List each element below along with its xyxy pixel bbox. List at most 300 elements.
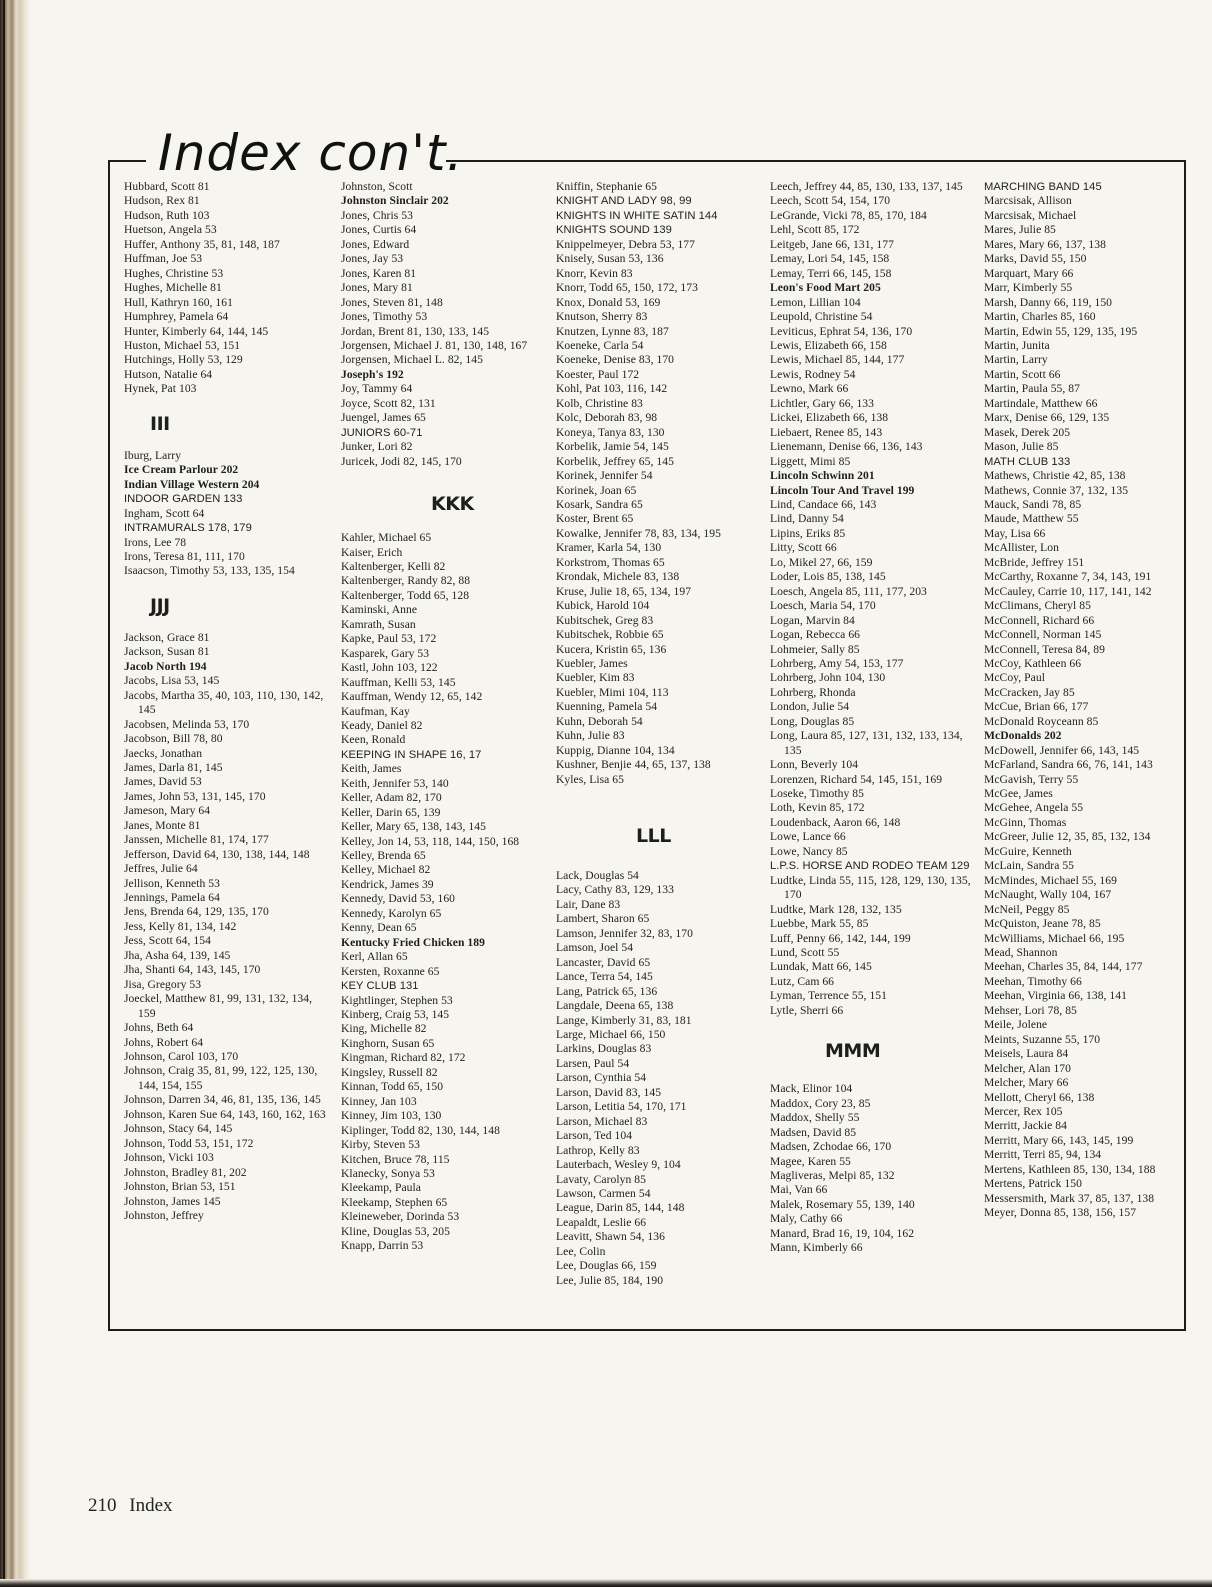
index-entry: Keith, Jennifer 53, 140 [341,776,449,790]
index-entry: Marx, Denise 66, 129, 135 [984,411,1110,425]
book-binding-edge [0,0,30,1587]
index-entry: James, David 53 [124,775,202,789]
index-entry: Kuhn, Deborah 54 [556,714,643,728]
index-entry: Lienemann, Denise 66, 136, 143 [770,440,923,454]
page-number: 210 [88,1495,117,1516]
index-entry: Jaecks, Jonathan [124,746,203,760]
index-entry: Iburg, Larry [124,448,182,462]
index-entry: Kaltenberger, Kelli 82 [341,559,446,573]
index-entry: Korinek, Joan 65 [556,483,637,497]
index-entry: Meisels, Laura 84 [984,1047,1069,1061]
activity-entry: MATH CLUB 133 [984,455,1071,468]
index-entry: McConnell, Richard 66 [984,613,1095,627]
sponsor-entry: McDonalds 202 [984,729,1062,743]
index-entry: Mathews, Connie 37, 132, 135 [984,483,1129,497]
index-entry: Jorgensen, Michael J. 81, 130, 148, 167 [341,338,528,352]
index-entry: Jones, Edward [341,237,410,251]
index-entry: Kuppig, Dianne 104, 134 [556,743,675,757]
index-entry: Kleekamp, Paula [341,1181,421,1195]
index-entry: Johnston, James 145 [124,1194,221,1208]
index-entry: Jisa, Gregory 53 [124,977,202,991]
index-entry: Martin, Larry [984,353,1048,367]
sponsor-entry: Johnston Sinclair 202 [341,194,449,208]
index-entry: Kaiser, Erich [341,545,403,559]
index-entry: Larkins, Douglas 83 [556,1042,652,1056]
sponsor-entry: Joseph's 192 [341,367,404,381]
index-entry: McAllister, Lon [984,541,1059,555]
index-entry: McLain, Sandra 55 [984,859,1075,873]
index-entry: Messersmith, Mark 37, 85, 137, 138 [984,1191,1155,1205]
index-entry: Liebaert, Renee 85, 143 [770,425,883,439]
index-entry: Melcher, Mary 66 [984,1076,1069,1090]
index-entry: Martindale, Matthew 66 [984,396,1098,410]
index-column-2 [341,180,546,1254]
index-entry: Lacy, Cathy 83, 129, 133 [556,883,674,897]
index-entry: Klanecky, Sonya 53 [341,1167,435,1180]
activity-entry: JUNIORS 60-71 [341,426,423,439]
index-entry: Ludtke, Mark 128, 132, 135 [770,902,902,916]
index-entry: Lind, Danny 54 [770,512,844,526]
index-entry: Mead, Shannon [984,946,1058,960]
index-entry: Keller, Mary 65, 138, 143, 145 [341,820,486,834]
index-entry: Mann, Kimberly 66 [770,1241,863,1255]
index-entry: Huetson, Angela 53 [124,223,217,237]
index-entry: Jones, Steven 81, 148 [341,295,443,309]
index-entry: Kubick, Harold 104 [556,599,650,613]
index-entry: Leitgeb, Jane 66, 131, 177 [770,237,894,251]
index-entry: Mathews, Christie 42, 85, 138 [984,469,1126,483]
index-entry: Knorr, Kevin 83 [556,266,633,280]
index-entry: Lewis, Rodney 54 [770,367,856,381]
index-entry: London, Julie 54 [770,700,850,714]
index-entry: Kastl, John 103, 122 [341,661,438,675]
index-entry: Mares, Mary 66, 137, 138 [984,237,1106,251]
index-entry: McCue, Brian 66, 177 [984,700,1089,714]
index-entry: Hughes, Michelle 81 [124,281,222,295]
index-entry: Kinney, Jim 103, 130 [341,1109,442,1123]
index-entry: Martin, Paula 55, 87 [984,382,1080,396]
index-entry: Kosark, Sandra 65 [556,497,643,511]
index-entry: Kuebler, Kim 83 [556,671,635,685]
index-entry: Madsen, David 85 [770,1125,857,1139]
index-entry: Johnston, Brian 53, 151 [124,1180,236,1194]
index-entry: Jorgensen, Michael L. 82, 145 [341,353,483,367]
index-entry: Johnson, Todd 53, 151, 172 [124,1136,254,1150]
index-entry: Lee, Colin [556,1244,606,1258]
index-entry: Large, Michael 66, 150 [556,1028,666,1042]
index-entry: Kolb, Christine 83 [556,396,643,410]
index-entry: James, John 53, 131, 145, 170 [124,789,266,803]
index-entry: McNeil, Peggy 85 [984,902,1070,916]
index-entry: Martin, Edwin 55, 129, 135, 195 [984,324,1138,338]
index-entry: Maddox, Shelly 55 [770,1111,860,1125]
index-entry: Korinek, Jennifer 54 [556,469,653,483]
index-entry: Kyles, Lisa 65 [556,772,624,786]
index-entry: Mai, Van 66 [770,1183,828,1197]
index-entry: Koester, Paul 172 [556,367,640,381]
index-entry: Koeneke, Denise 83, 170 [556,353,675,367]
index-entry: McDonald Royceann 85 [984,714,1099,728]
page-title: Index con't. [158,124,464,182]
index-entry: Luff, Penny 66, 142, 144, 199 [770,931,911,945]
index-entry: Lonn, Beverly 104 [770,758,859,772]
index-entry: Johnston, Jeffrey [124,1209,204,1222]
index-entry: McMindes, Michael 55, 169 [984,873,1117,887]
index-entry: Kubitschek, Robbie 65 [556,628,664,642]
section-letter-heading: JJJ [150,594,170,617]
index-entry: Lee, Douglas 66, 159 [556,1259,657,1273]
section-letter-heading: III [150,412,170,435]
index-entry: Lavaty, Carolyn 85 [556,1172,646,1186]
index-entry: Mauck, Sandi 78, 85 [984,497,1082,511]
index-entry: Kuhn, Julie 83 [556,729,625,743]
index-entry: Lohrberg, Rhonda [770,685,856,699]
index-entry: Keady, Daniel 82 [341,718,423,732]
index-entry: McGuire, Kenneth [984,844,1072,858]
index-entry: Lowe, Nancy 85 [770,844,848,858]
index-entry: Jha, Shanti 64, 143, 145, 170 [124,963,261,977]
index-entry: Liggett, Mimi 85 [770,454,851,468]
index-entry: Leech, Scott 54, 154, 170 [770,194,891,208]
index-entry: Magliveras, Melpi 85, 132 [770,1169,895,1182]
index-entry: Kramer, Karla 54, 130 [556,541,662,555]
index-entry: Hutchings, Holly 53, 129 [124,353,243,367]
sponsor-entry: Lincoln Schwinn 201 [770,469,875,483]
index-entry: Lancaster, David 65 [556,955,651,969]
index-entry: Kucera, Kristin 65, 136 [556,642,667,656]
index-entry: Irons, Lee 78 [124,535,187,549]
index-entry: Kuebler, Mimi 104, 113 [556,685,669,699]
index-entry: League, Darin 85, 144, 148 [556,1201,685,1215]
index-entry: Maddox, Cory 23, 85 [770,1096,871,1110]
index-entry: Loth, Kevin 85, 172 [770,801,865,815]
index-entry: Jess, Kelly 81, 134, 142 [124,919,237,933]
index-entry: Junker, Lori 82 [341,440,413,454]
index-entry: Korbelik, Jeffrey 65, 145 [556,454,674,468]
index-entry: Lickei, Elizabeth 66, 138 [770,411,889,425]
index-entry: Jacobs, Lisa 53, 145 [124,674,220,688]
index-entry: Jackson, Grace 81 [124,630,210,644]
index-entry: Lauterbach, Wesley 9, 104 [556,1158,681,1172]
index-entry: Lack, Douglas 54 [556,869,639,883]
activity-entry: KEY CLUB 131 [341,980,419,993]
index-entry: Magee, Karen 55 [770,1154,851,1168]
index-entry: Mares, Julie 85 [984,223,1056,237]
index-entry: Langdale, Deena 65, 138 [556,999,674,1013]
index-entry: Knapp, Darrin 53 [341,1239,424,1253]
index-entry: Jellison, Kenneth 53 [124,876,220,890]
section-letter-heading: MMM [825,1040,881,1063]
index-entry: Hynek, Pat 103 [124,382,197,396]
index-entry: Kniffin, Stephanie 65 [556,180,657,193]
index-entry: Loesch, Angela 85, 111, 177, 203 [770,584,927,598]
index-entry: Johnson, Stacy 64, 145 [124,1122,233,1136]
index-entry: Malek, Rosemary 55, 139, 140 [770,1197,915,1211]
index-entry: Lutz, Cam 66 [770,974,835,988]
index-entry: Martin, Scott 66 [984,367,1061,381]
index-entry: Kahler, Michael 65 [341,531,432,545]
index-entry: Logan, Rebecca 66 [770,628,861,642]
index-entry: Lemay, Lori 54, 145, 158 [770,252,890,266]
sponsor-entry: Jacob North 194 [124,659,207,673]
index-entry: Kingman, Richard 82, 172 [341,1051,466,1065]
index-entry: Jones, Karen 81 [341,266,417,280]
index-entry: Marks, David 55, 150 [984,252,1087,266]
index-entry: Isaacson, Timothy 53, 133, 135, 154 [124,564,295,578]
index-entry: Johnson, Karen Sue 64, 143, 160, 162, 163 [124,1107,326,1121]
index-entry: McCracken, Jay 85 [984,685,1075,699]
index-entry: Kitchen, Bruce 78, 115 [341,1152,450,1166]
section-letter-heading: LLL [636,825,671,848]
index-entry: Melcher, Alan 170 [984,1061,1071,1075]
index-entry: Lichtler, Gary 66, 133 [770,396,874,410]
index-entry: Joyce, Scott 82, 131 [341,396,436,410]
index-entry: Huffer, Anthony 35, 81, 148, 187 [124,237,280,251]
index-entry: Larson, David 83, 145 [556,1085,662,1099]
index-entry: Marsh, Danny 66, 119, 150 [984,295,1113,309]
index-entry: McGavish, Terry 55 [984,772,1079,786]
index-entry: Kaltenberger, Todd 65, 128 [341,588,470,602]
index-entry: Hughes, Christine 53 [124,266,224,280]
index-entry: Lewis, Elizabeth 66, 158 [770,338,887,352]
index-entry: Mertens, Patrick 150 [984,1177,1082,1191]
index-entry: Kelley, Jon 14, 53, 118, 144, 150, 168 [341,834,520,848]
section-letter-heading: KKK [431,493,474,516]
index-entry: McConnell, Norman 145 [984,628,1102,642]
index-entry: Kirby, Steven 53 [341,1138,420,1152]
index-entry: Kauffman, Wendy 12, 65, 142 [341,690,483,704]
index-entry: Jens, Brenda 64, 129, 135, 170 [124,905,269,919]
index-entry: Lance, Terra 54, 145 [556,970,653,984]
index-entry: Jacobs, Martha 35, 40, 103, 110, 130, 142, 145 [124,688,324,717]
index-entry: Kinney, Jan 103 [341,1094,417,1108]
index-entry: Larson, Michael 83 [556,1114,648,1128]
index-entry: Jordan, Brent 81, 130, 133, 145 [341,324,490,338]
index-entry: Korkstrom, Thomas 65 [556,555,665,569]
index-entry: Meints, Suzanne 55, 170 [984,1032,1101,1046]
index-entry: Jones, Mary 81 [341,281,413,295]
index-entry: Johnson, Craig 35, 81, 99, 122, 125, 130, 144, 154, 155 [124,1064,318,1092]
index-entry: Koster, Brent 65 [556,512,634,526]
index-entry: Lund, Scott 55 [770,946,840,960]
index-entry: Lowe, Lance 66 [770,830,846,844]
index-entry: Kauffman, Kelli 53, 145 [341,675,456,689]
index-entry: Kelley, Michael 82 [341,863,431,877]
index-entry: Krondak, Michele 83, 138 [556,570,680,584]
index-entry: McClimans, Cheryl 85 [984,599,1091,613]
index-entry: Lyman, Terrence 55, 151 [770,989,887,1003]
index-entry: Meehan, Timothy 66 [984,974,1082,988]
index-entry: Kasparek, Gary 53 [341,646,430,660]
index-entry: Jeffres, Julie 64 [124,862,198,876]
index-entry: Lathrop, Kelly 83 [556,1143,640,1157]
index-entry: Lair, Dane 83 [556,897,621,911]
index-entry: Kennedy, Karolyn 65 [341,906,442,920]
index-entry: Janssen, Michelle 81, 174, 177 [124,833,269,847]
index-entry: Ingham, Scott 64 [124,506,205,520]
activity-entry: KNIGHTS IN WHITE SATIN 144 [556,209,718,222]
footer-section-label: Index [129,1495,173,1516]
index-entry: Hutson, Natalie 64 [124,367,213,381]
index-entry: Leech, Jeffrey 44, 85, 130, 133, 137, 145 [770,180,963,193]
index-entry: Kuebler, James [556,656,628,670]
index-entry: Keller, Adam 82, 170 [341,791,442,805]
index-entry: Knutzen, Lynne 83, 187 [556,324,669,338]
index-entry: Johns, Robert 64 [124,1035,204,1049]
index-entry: Kinberg, Craig 53, 145 [341,1008,450,1022]
index-entry: Martin, Junita [984,338,1050,352]
index-entry: Lamson, Joel 54 [556,941,634,955]
index-entry: Hunter, Kimberly 64, 144, 145 [124,324,269,338]
index-entry: Kersten, Roxanne 65 [341,964,440,978]
index-column-4 [770,180,975,1256]
index-column-3 [556,180,761,1288]
index-entry: Jennings, Pamela 64 [124,891,220,905]
index-entry: Jacobsen, Melinda 53, 170 [124,717,250,731]
index-entry: Long, Laura 85, 127, 131, 132, 133, 134, 135 [770,729,963,757]
index-entry: Meehan, Charles 35, 84, 144, 177 [984,960,1143,974]
index-entry: Johnson, Vicki 103 [124,1151,214,1165]
index-entry: Kennedy, David 53, 160 [341,892,456,906]
index-entry: Manard, Brad 16, 19, 104, 162 [770,1226,915,1240]
index-entry: Johnson, Carol 103, 170 [124,1050,239,1064]
index-entry: Juricek, Jodi 82, 145, 170 [341,454,462,468]
index-entry: Marquart, Mary 66 [984,266,1074,280]
index-entry: Marcsisak, Michael [984,208,1077,222]
index-entry: Jones, Curtis 64 [341,223,417,237]
index-entry: Lange, Kimberly 31, 83, 181 [556,1013,692,1027]
activity-entry: L.P.S. HORSE AND RODEO TEAM 129 [770,860,970,873]
index-entry: Litty, Scott 66 [770,541,837,555]
index-entry: Juengel, James 65 [341,411,426,425]
index-entry: Marcsisak, Allison [984,194,1072,208]
index-entry: Meehan, Virginia 66, 138, 141 [984,989,1127,1003]
index-entry: McNaught, Wally 104, 167 [984,888,1112,902]
index-entry: Hull, Kathryn 160, 161 [124,295,233,309]
index-entry: Madsen, Zchodae 66, 170 [770,1140,892,1154]
index-entry: Koeneke, Carla 54 [556,338,644,352]
index-entry: Lytle, Sherri 66 [770,1003,844,1017]
index-entry: Johnson, Darren 34, 46, 81, 135, 136, 145 [124,1093,321,1107]
index-entry: Larson, Letitia 54, 170, 171 [556,1100,687,1114]
index-entry: Meile, Jolene [984,1018,1048,1032]
index-entry: Johnston, Bradley 81, 202 [124,1165,247,1179]
index-entry: Kelley, Brenda 65 [341,849,426,863]
activity-entry: INDOOR GARDEN 133 [124,493,243,506]
index-entry: McWilliams, Michael 66, 195 [984,931,1125,945]
index-entry: Leavitt, Shawn 54, 136 [556,1230,665,1244]
activity-entry: KEEPING IN SHAPE 16, 17 [341,748,482,761]
index-entry: Janes, Monte 81 [124,818,201,832]
index-entry: Jacobson, Bill 78, 80 [124,732,223,746]
index-entry: Lemon, Lillian 104 [770,295,861,309]
index-entry: Lundak, Matt 66, 145 [770,960,872,974]
index-entry: Lemay, Terri 66, 145, 158 [770,266,892,280]
index-entry: Lehl, Scott 85, 172 [770,223,860,237]
index-entry: Lohrberg, Amy 54, 153, 177 [770,656,904,670]
index-entry: Johns, Beth 64 [124,1021,194,1035]
index-entry: Hudson, Ruth 103 [124,208,210,222]
index-entry: Mason, Julie 85 [984,440,1059,454]
page-footer [88,1495,173,1517]
index-entry: Martin, Charles 85, 160 [984,310,1096,324]
index-entry: James, Darla 81, 145 [124,760,223,774]
index-entry: Loseke, Timothy 85 [770,787,864,801]
index-entry: Merritt, Terri 85, 94, 134 [984,1148,1102,1162]
index-entry: Kerl, Allan 65 [341,950,408,964]
index-entry: Kinghorn, Susan 65 [341,1036,435,1050]
index-entry: Kendrick, James 39 [341,877,434,891]
index-entry: Lewno, Mark 66 [770,382,849,396]
index-entry: Merritt, Mary 66, 143, 145, 199 [984,1133,1134,1147]
index-entry: Lorenzen, Richard 54, 145, 151, 169 [770,772,943,786]
index-entry: Joeckel, Matthew 81, 99, 131, 132, 134, 159 [124,992,313,1020]
sponsor-entry: Lincoln Tour And Travel 199 [770,483,915,497]
index-entry: Knox, Donald 53, 169 [556,295,661,309]
index-entry: Kleekamp, Stephen 65 [341,1195,448,1209]
index-entry: Maude, Matthew 55 [984,512,1079,526]
index-entry: Lang, Patrick 65, 136 [556,984,658,998]
index-entry: Jameson, Mary 64 [124,804,211,818]
index-entry: McGehee, Angela 55 [984,801,1084,815]
index-entry: Larsen, Paul 54 [556,1056,630,1070]
index-entry: Lambert, Sharon 65 [556,912,650,926]
index-entry: Kightlinger, Stephen 53 [341,993,453,1007]
sponsor-entry: Ice Cream Parlour 202 [124,463,239,477]
index-entry: McGinn, Thomas [984,815,1067,829]
index-entry: King, Michelle 82 [341,1022,427,1036]
activity-entry: INTRAMURALS 178, 179 [124,522,252,535]
index-entry: Jones, Timothy 53 [341,310,428,324]
index-entry: McConnell, Teresa 84, 89 [984,642,1105,656]
index-entry: Loder, Lois 85, 138, 145 [770,570,886,584]
index-entry: McQuiston, Jeane 78, 85 [984,917,1101,931]
index-entry: Kolc, Deborah 83, 98 [556,411,658,425]
index-entry: May, Lisa 66 [984,526,1046,540]
sponsor-entry: Indian Village Western 204 [124,477,260,491]
index-entry: Marr, Kimberly 55 [984,281,1073,295]
index-entry: Humphrey, Pamela 64 [124,310,229,324]
activity-entry: KNIGHTS SOUND 139 [556,224,672,237]
index-entry: Kiplinger, Todd 82, 130, 144, 148 [341,1123,500,1137]
index-entry: Lipins, Eriks 85 [770,526,846,540]
index-entry: Knisely, Susan 53, 136 [556,252,664,266]
index-entry: Kline, Douglas 53, 205 [341,1224,450,1238]
index-entry: Kenny, Dean 65 [341,921,417,935]
index-entry: Kohl, Pat 103, 116, 142 [556,382,668,396]
index-entry: Jess, Scott 64, 154 [124,934,211,948]
index-entry: McBride, Jeffrey 151 [984,555,1085,569]
index-entry: Mack, Elinor 104 [770,1082,853,1096]
index-entry: Merritt, Jackie 84 [984,1119,1067,1133]
index-entry: Jefferson, David 64, 130, 138, 144, 148 [124,847,310,861]
index-entry: Johnston, Scott [341,180,413,193]
index-entry: Kaminski, Anne [341,603,418,617]
index-entry: Huffman, Joe 53 [124,252,203,266]
index-entry: Loesch, Maria 54, 170 [770,599,876,613]
index-entry: Luebbe, Mark 55, 85 [770,917,869,931]
index-entry: Long, Douglas 85 [770,714,855,728]
index-column-1 [124,180,329,1223]
index-entry: Lind, Candace 66, 143 [770,497,877,511]
index-entry: Lewis, Michael 85, 144, 177 [770,353,905,367]
index-entry: McCauley, Carrie 10, 117, 141, 142 [984,584,1152,598]
index-entry: Lamson, Jennifer 32, 83, 170 [556,926,693,940]
index-entry: Larson, Cynthia 54 [556,1071,647,1085]
index-entry: Mellott, Cheryl 66, 138 [984,1090,1095,1104]
index-entry: Meyer, Donna 85, 138, 156, 157 [984,1206,1137,1220]
index-entry: Knorr, Todd 65, 150, 172, 173 [556,281,698,295]
